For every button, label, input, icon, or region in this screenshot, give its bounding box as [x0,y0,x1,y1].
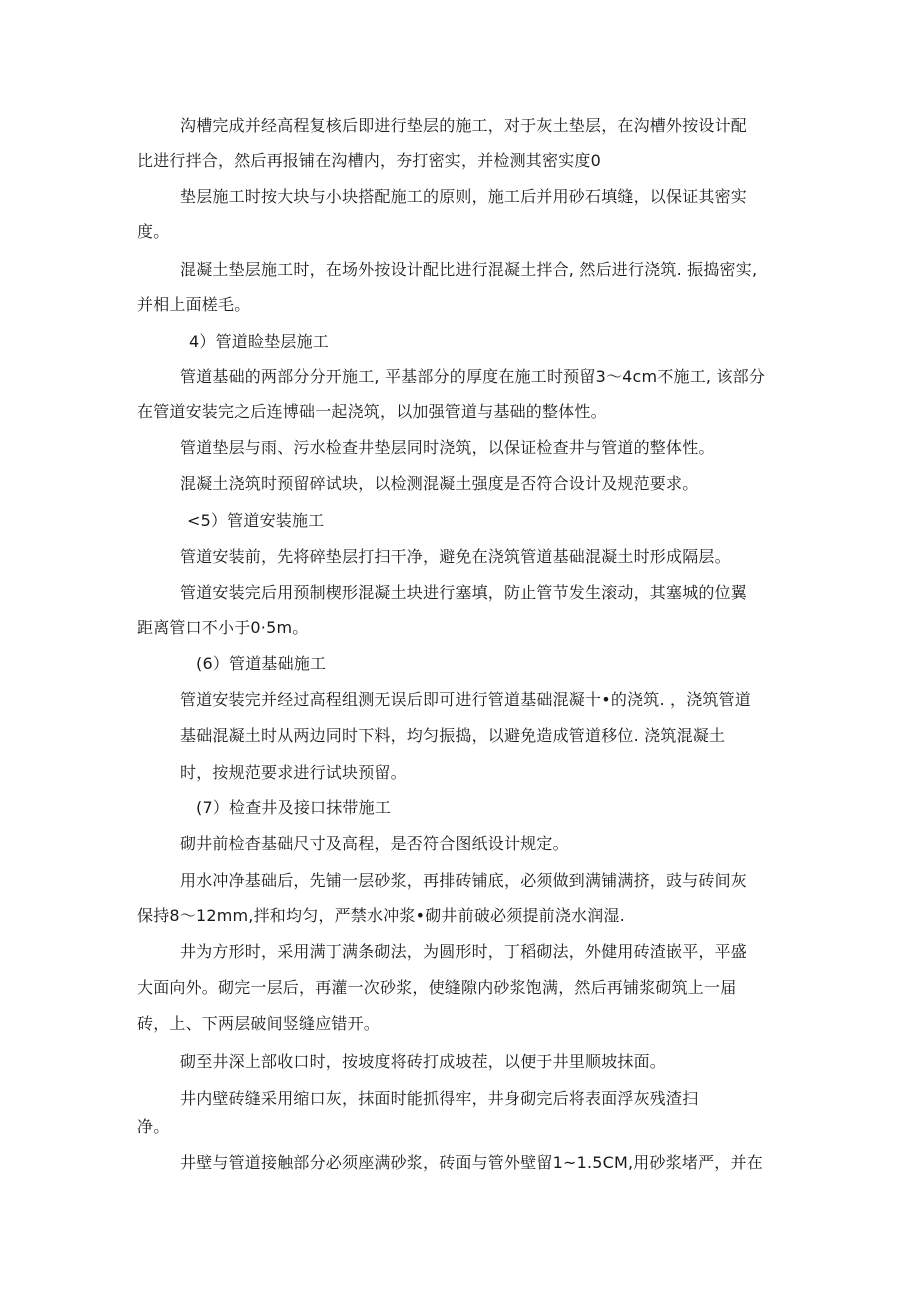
text-line: 管道垫层与雨、污水检查井垫层同时浇筑，以保证检查井与管道的整体性。 [180,438,715,457]
section-heading: (6）管道基础施工 [196,654,327,673]
text-line: 比进行拌合，然后再报铺在沟槽内，夯打密实，并检测其密实度0 [137,151,601,170]
text-line: 砌至井深上部收口时，按坡度将砖打成坡茬，以便于井里顺坡抹面。 [180,1052,667,1071]
text-line: 净。 [137,1117,170,1136]
text-line: 垫层施工时按大块与小块搭配施工的原则，施工后并用砂石填缝，以保证其密实 [180,187,748,206]
text-line: 砌井前检杳基础尺寸及高程，是否符合图纸设计规定。 [180,834,569,853]
text-line: 沟槽完成并经高程复核后即进行垫层的施工，对于灰土垫层，在沟槽外按设计配 [180,116,748,135]
text-line: 距离管口不小于0·5m。 [137,618,309,637]
text-line: 井壁与管道接触部分必须座满砂浆，砖面与管外壁留1~1.5CM,用砂浆堵严，并在 [180,1153,763,1172]
section-heading: <5）管道安装施工 [187,511,325,530]
text-line: 并相上面槎毛。 [137,295,251,314]
section-heading: (7）检查井及接口抹带施工 [196,798,392,817]
text-line: 砖，上、下两层破间竖缝应错开。 [137,1014,381,1033]
text-line: 管道安装前，先将碎垫层打扫干净，避免在浇筑管道基础混凝土时形成隔层。 [180,547,731,566]
text-line: 大面向外。砌完一层后，再灌一次砂浆，使缝隙内砂浆饱满，然后再铺浆砌筑上一届 [137,978,737,997]
text-line: 保持8〜12mm,拌和均匀，严禁水冲浆•砌井前破必须提前浇水润湿. [137,906,625,925]
section-heading: 4）管道睑垫层施工 [189,332,329,351]
text-line: 井内壁砖缝采用缩口灰，抹面时能抓得牢，井身砌完后将表面浮灰残渣扫 [180,1089,699,1108]
text-line: 井为方形时，采用满丁满条砌法，为圆形时，丁稻砌法，外健用砖渣嵌平，平盛 [180,942,748,961]
text-line: 混凝土浇筑时预留碎试块，以检测混凝土强度是否符合设计及规范要求。 [180,474,699,493]
text-line: 度。 [137,222,170,241]
text-line: 混凝土垫层施工时，在场外按设计配比进行混凝土拌合, 然后进行浇筑. 振捣密实, [180,260,758,279]
text-line: 时，按规范要求进行试块预留。 [180,763,407,782]
text-line: 管道基础的两部分分开施工, 平基部分的厚度在施工时预留3〜4cm不施工, 该部分 [180,367,766,386]
text-line: 在管道安装完之后连博础一起浇筑，以加强管道与基础的整体性。 [137,402,607,421]
text-line: 用水冲净基础后，先铺一层砂浆，再排砖铺底，必须做到满铺满挤，豉与砖间灰 [180,871,748,890]
text-line: 管道安装完并经过高程组测无误后即可进行管道基础混凝十•的浇筑. ，浇筑管道 [180,690,752,709]
text-line: 基础混凝土时从两边同时下料，均匀振捣，以避免造成管道移位. 浇筑混凝土 [180,726,726,745]
text-line: 管道安装完后用预制楔形混凝土块进行塞填，防止管节发生滚动，其塞城的位翼 [180,583,748,602]
